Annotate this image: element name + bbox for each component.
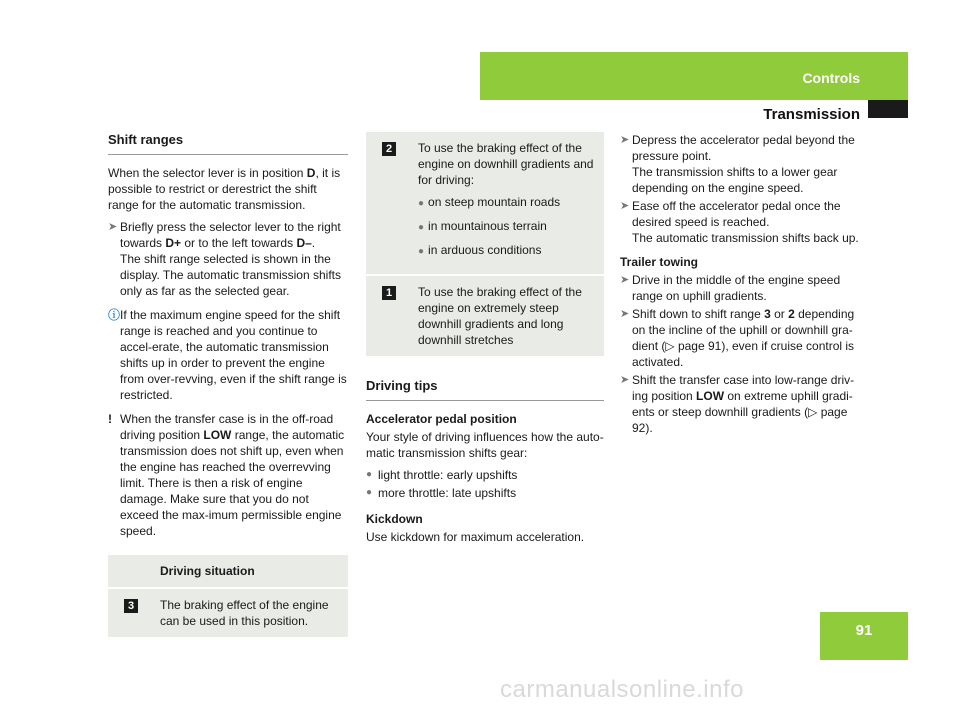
section-tab <box>480 52 908 100</box>
step-result: The automatic transmission shifts back up. <box>632 231 859 245</box>
instruction-step: ➤ Shift down to shift range 3 or 2 depending on the incline of the uphill or downhill gra-dient (▷ page 91), even if cruise control is activated. <box>620 307 855 369</box>
arrow-icon: ➤ <box>620 200 630 212</box>
page-reference[interactable]: page 92 <box>632 405 848 435</box>
instruction-step: ➤ Briefly press the selector lever to the right towards D+ or to the left towards D–. The shift range selected is shown in the display. The automatic transmission shifts only as far as the selected gear. <box>108 220 341 298</box>
page-ref-icon: ▷ <box>808 405 818 419</box>
table-cell: To use the braking effect of the engine on downhill gradients and for driving: ● on steep mountain roads ● in mountainous terrain ● in arduous conditions <box>412 132 604 275</box>
instruction-step: ➤ Ease off the accelerator pedal once the desired speed is reached. The automatic transmission shifts back up. <box>620 199 859 245</box>
list-item: ● light throttle: early upshifts <box>366 468 518 482</box>
list-item: ● in arduous conditions <box>418 243 542 257</box>
instruction-step: ➤ Depress the accelerator pedal beyond the pressure point. The transmission shifts to a lower gear depending on the engine speed. <box>620 133 855 195</box>
warning-note: ! When the transfer case is in the off-road driving position LOW range, the automatic transmission does not shift up, even when the engine has reached the overrevving limit. There is then a risk of engine damage. Make sure that you do not exceed the max-imum permissible engine speed. <box>108 412 345 538</box>
instruction-step: ➤ Shift the transfer case into low-range driv-ing position LOW on extreme uphill gradi-ents or steep downhill gradients (▷ page 92). <box>620 373 855 435</box>
table-row <box>366 132 604 275</box>
shift-ranges-intro: When the selector lever is in position D, it is possible to restrict or derestrict the shift range for the automatic transmission. <box>108 166 341 212</box>
list-item: ● in mountainous terrain <box>418 219 547 233</box>
page-number-box <box>820 612 908 660</box>
info-icon: ⓘ <box>108 308 121 322</box>
watermark: carmanualsonline.info <box>500 676 744 703</box>
list-item: ● on steep mountain roads <box>418 195 561 209</box>
page-ref-icon: ▷ <box>665 339 675 353</box>
instruction-step: ➤ Drive in the middle of the engine speed range on uphill gradients. <box>620 273 841 303</box>
gear-3-key-icon: 3 <box>124 599 138 613</box>
driving-situation-table-continued <box>366 132 604 358</box>
driving-situation-table <box>108 555 348 639</box>
accelerator-text: Your style of driving influences how the auto-matic transmission shifts gear: <box>366 430 604 460</box>
arrow-icon: ➤ <box>620 374 630 386</box>
step-result: The transmission shifts to a lower gear depending on the engine speed. <box>632 165 838 195</box>
warning-icon: ! <box>108 412 112 426</box>
column-left <box>108 132 348 639</box>
shift-ranges-heading: Shift ranges <box>108 132 348 155</box>
column-right <box>620 132 862 438</box>
accelerator-heading: Accelerator pedal position <box>366 412 517 426</box>
info-note: ⓘ If the maximum engine speed for the shift range is reached and you continue to accel-erate, the automatic transmission shifts up in order to prevent the engine from over-revving, even if the shift range is restricted. <box>108 308 347 402</box>
arrow-icon: ➤ <box>108 221 118 233</box>
gear-1-key-icon: 1 <box>382 286 396 300</box>
driving-tips-heading: Driving tips <box>366 378 604 401</box>
trailer-towing-heading: Trailer towing <box>620 255 699 269</box>
column-middle <box>366 132 604 551</box>
table-row <box>108 588 348 638</box>
table-header: Driving situation <box>154 555 348 588</box>
table-cell: To use the braking effect of the engine on extremely steep downhill gradients and long downhill stretches <box>412 275 604 357</box>
gear-2-key-icon: 2 <box>382 142 396 156</box>
arrow-icon: ➤ <box>620 308 630 320</box>
table-row <box>366 275 604 357</box>
table-header-row <box>108 555 348 588</box>
page-title: Transmission <box>763 106 860 123</box>
arrow-icon: ➤ <box>620 134 630 146</box>
arrow-icon: ➤ <box>620 274 630 286</box>
section-title: Controls <box>802 70 860 86</box>
kickdown-heading: Kickdown <box>366 512 423 526</box>
table-cell: The braking effect of the engine can be used in this position. <box>154 588 348 638</box>
header-marker-block <box>868 100 908 118</box>
step-result: The shift range selected is shown in the display. The automatic transmission shifts only as far as the selected gear. <box>120 252 341 298</box>
kickdown-text: Use kickdown for maximum acceleration. <box>366 530 585 544</box>
list-item: ● more throttle: late upshifts <box>366 486 517 500</box>
page-reference[interactable]: page 91 <box>677 339 722 353</box>
page-number: 91 <box>855 622 873 639</box>
